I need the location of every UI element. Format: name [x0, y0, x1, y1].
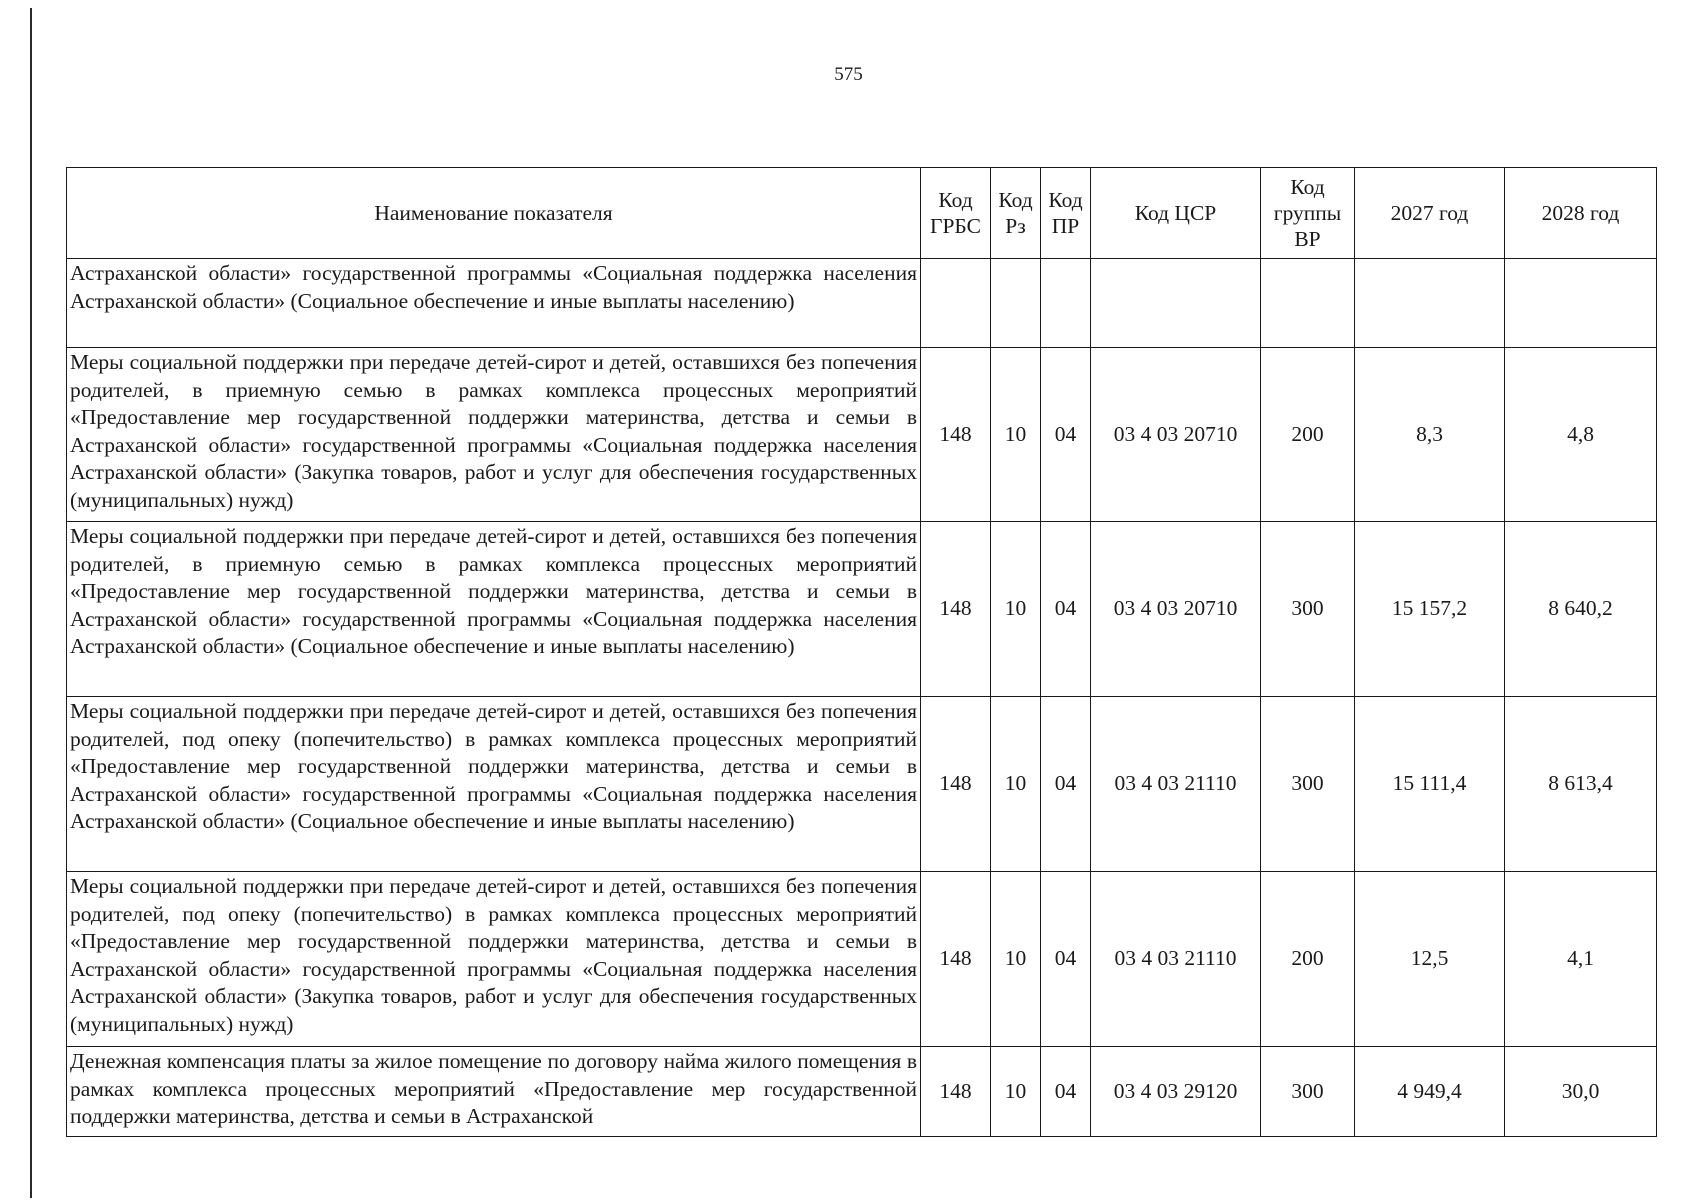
- row-grbs: 148: [921, 697, 991, 872]
- row-vr: 200: [1261, 348, 1355, 522]
- row-pr: 04: [1041, 697, 1091, 872]
- row-grbs: 148: [921, 348, 991, 522]
- row-year-2027: [1355, 259, 1505, 348]
- row-year-2027: 15 157,2: [1355, 522, 1505, 697]
- row-year-2028: 4,8: [1505, 348, 1657, 522]
- row-name: Меры социальной поддержки при передаче детей-сирот и детей, оставшихся без попечения родителей, в приемную семью в рамках комплекса процессных мероприятий «Предоставление мер государственной поддержки материнства, детства и семьи в Астраханской области» государственной программы «Социальная поддержка населения Астраханской области» (Социальное обеспечение и иные выплаты населению): [67, 522, 921, 697]
- row-name: Меры социальной поддержки при передаче детей-сирот и детей, оставшихся без попечения родителей, под опеку (попечительство) в рамках комплекса процессных мероприятий «Предоставление мер государственной поддержки материнства, детства и семьи в Астраханской области» государственной программы «Социальная поддержка населения Астраханской области» (Закупка товаров, работ и услуг для обеспечения государственных (муниципальных) нужд): [67, 872, 921, 1047]
- row-vr: 300: [1261, 1047, 1355, 1137]
- row-pr: [1041, 259, 1091, 348]
- header-pr: Код ПР: [1041, 168, 1091, 259]
- row-year-2028: 8 640,2: [1505, 522, 1657, 697]
- row-csr: 03 4 03 20710: [1091, 522, 1261, 697]
- header-year-2027: 2027 год: [1355, 168, 1505, 259]
- header-grbs: Код ГРБС: [921, 168, 991, 259]
- row-year-2027: 8,3: [1355, 348, 1505, 522]
- row-vr: 300: [1261, 697, 1355, 872]
- row-rz: 10: [991, 348, 1041, 522]
- row-year-2027: 12,5: [1355, 872, 1505, 1047]
- row-pr: 04: [1041, 348, 1091, 522]
- budget-table: [66, 167, 1657, 1137]
- row-rz: 10: [991, 872, 1041, 1047]
- row-pr: 04: [1041, 872, 1091, 1047]
- row-pr: 04: [1041, 522, 1091, 697]
- row-name: Меры социальной поддержки при передаче детей-сирот и детей, оставшихся без попечения родителей, под опеку (попечительство) в рамках комплекса процессных мероприятий «Предоставление мер государственной поддержки материнства, детства и семьи в Астраханской области» государственной программы «Социальная поддержка населения Астраханской области» (Социальное обеспечение и иные выплаты населению): [67, 697, 921, 872]
- table-row: [67, 522, 1657, 697]
- row-year-2027: 15 111,4: [1355, 697, 1505, 872]
- row-vr: 200: [1261, 872, 1355, 1047]
- table-row: [67, 1047, 1657, 1137]
- row-rz: 10: [991, 697, 1041, 872]
- row-csr: 03 4 03 29120: [1091, 1047, 1261, 1137]
- row-csr: 03 4 03 20710: [1091, 348, 1261, 522]
- row-year-2027: 4 949,4: [1355, 1047, 1505, 1137]
- header-name: Наименование показателя: [67, 168, 921, 259]
- row-name: Меры социальной поддержки при передаче детей-сирот и детей, оставшихся без попечения родителей, в приемную семью в рамках комплекса процессных мероприятий «Предоставление мер государственной поддержки материнства, детства и семьи в Астраханской области» государственной программы «Социальная поддержка населения Астраханской области» (Закупка товаров, работ и услуг для обеспечения государственных (муниципальных) нужд): [67, 348, 921, 522]
- row-year-2028: [1505, 259, 1657, 348]
- row-grbs: 148: [921, 1047, 991, 1137]
- row-pr: 04: [1041, 1047, 1091, 1137]
- row-rz: 10: [991, 1047, 1041, 1137]
- row-csr: 03 4 03 21110: [1091, 872, 1261, 1047]
- row-year-2028: 30,0: [1505, 1047, 1657, 1137]
- row-rz: 10: [991, 522, 1041, 697]
- row-csr: 03 4 03 21110: [1091, 697, 1261, 872]
- row-csr: [1091, 259, 1261, 348]
- scan-edge-line: [30, 8, 32, 1198]
- page-number: 575: [834, 64, 863, 85]
- row-vr: [1261, 259, 1355, 348]
- header-rz: Код Рз: [991, 168, 1041, 259]
- row-grbs: 148: [921, 872, 991, 1047]
- table-row: [67, 872, 1657, 1047]
- table-row: [67, 259, 1657, 348]
- row-vr: 300: [1261, 522, 1355, 697]
- header-csr: Код ЦСР: [1091, 168, 1261, 259]
- row-year-2028: 4,1: [1505, 872, 1657, 1047]
- row-grbs: 148: [921, 522, 991, 697]
- header-year-2028: 2028 год: [1505, 168, 1657, 259]
- row-year-2028: 8 613,4: [1505, 697, 1657, 872]
- row-rz: [991, 259, 1041, 348]
- header-vr: Код группы ВР: [1261, 168, 1355, 259]
- row-grbs: [921, 259, 991, 348]
- row-name: Астраханской области» государственной программы «Социальная поддержка населения Астраханской области» (Социальное обеспечение и иные выплаты населению): [67, 259, 921, 348]
- table-row: [67, 348, 1657, 522]
- table-header-row: [67, 168, 1657, 259]
- row-name: Денежная компенсация платы за жилое помещение по договору найма жилого помещения в рамках комплекса процессных мероприятий «Предоставление мер государственной поддержки материнства, детства и семьи в Астраханской: [67, 1047, 921, 1137]
- table-row: [67, 697, 1657, 872]
